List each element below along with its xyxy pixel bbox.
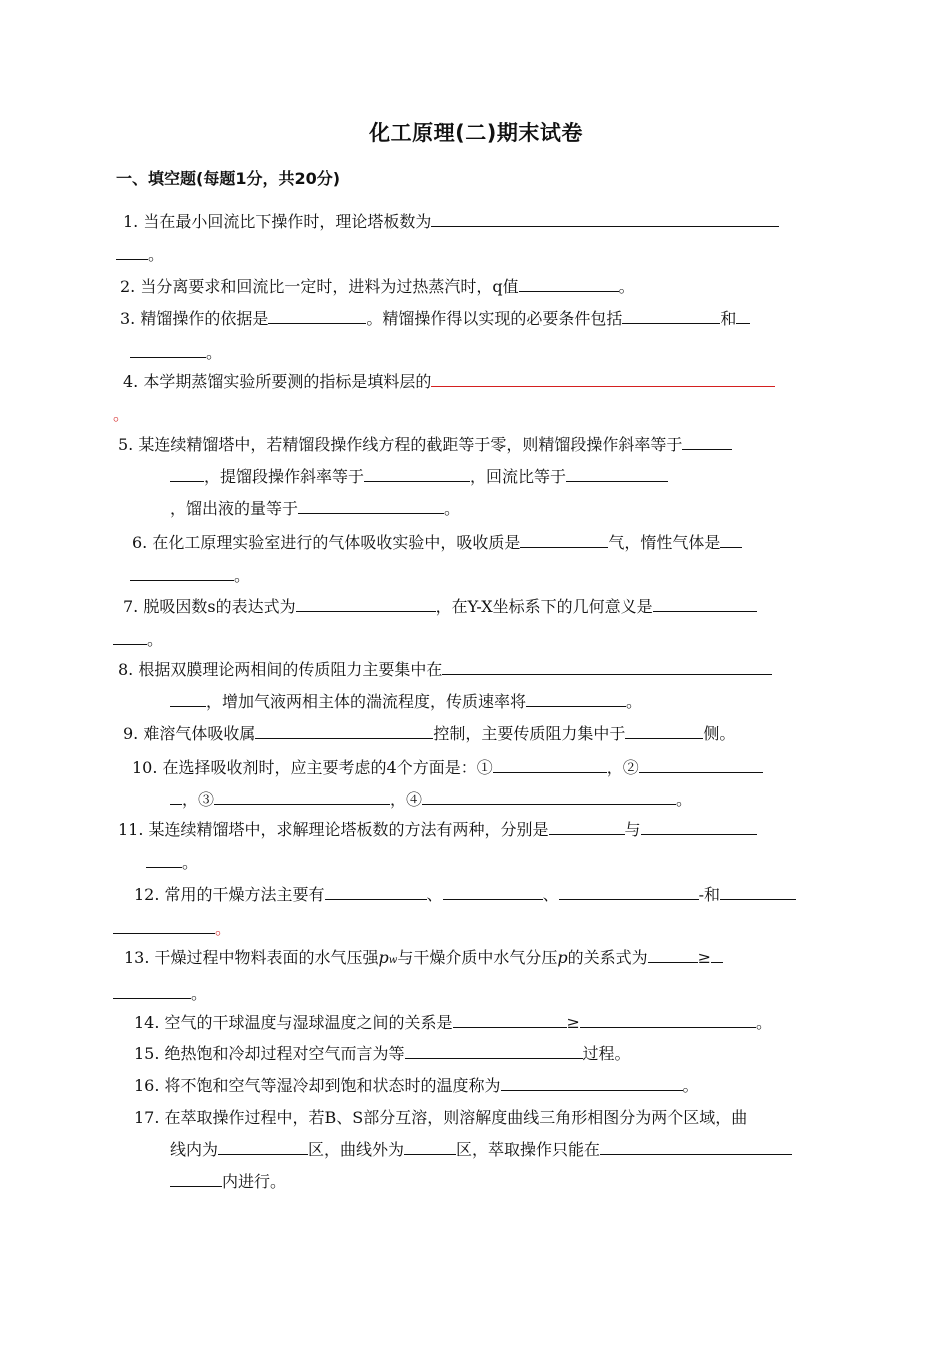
question-7: 7. 脱吸因数s的表达式为 ，在Y-X坐标系下的几何意义是 (123, 596, 757, 618)
answer-blank[interactable] (130, 566, 234, 581)
section-heading: 一、填空题(每题1分，共20分) (116, 169, 341, 188)
question-2: 2. 当分离要求和回流比一定时，进料为过热蒸汽时，q值 。 (120, 277, 635, 296)
answer-blank[interactable] (682, 435, 732, 450)
answer-blank[interactable] (146, 853, 182, 868)
answer-blank[interactable] (600, 1140, 792, 1155)
question-6: 6. 在化工原理实验室进行的气体吸收实验中，吸收质是 气，惰性气体是 (132, 532, 742, 554)
answer-blank[interactable] (720, 885, 796, 900)
question-4-cont: 。 (113, 405, 130, 424)
answer-blank[interactable] (519, 277, 619, 292)
answer-blank[interactable] (442, 660, 772, 675)
answer-blank[interactable] (453, 1013, 567, 1028)
answer-blank[interactable] (639, 758, 763, 773)
question-3-cont: 。 (130, 342, 222, 364)
answer-blank[interactable] (736, 309, 750, 324)
answer-blank[interactable] (720, 533, 742, 548)
question-17: 17. 在萃取操作过程中，若B、S部分互溶，则溶解度曲线三角形相图分为两个区域，曲 (134, 1108, 748, 1127)
question-5-cont: ，提馏段操作斜率等于 ，回流比等于 (170, 466, 668, 488)
answer-blank[interactable] (170, 467, 204, 482)
answer-blank[interactable] (130, 343, 206, 358)
answer-blank[interactable] (493, 758, 607, 773)
answer-blank[interactable] (641, 820, 757, 835)
answer-blank[interactable] (170, 790, 182, 805)
answer-blank[interactable] (622, 309, 720, 324)
question-8-cont: ，增加气液两相主体的湍流程度，传质速率将 。 (170, 691, 642, 713)
answer-blank[interactable] (501, 1076, 683, 1091)
answer-blank[interactable] (170, 692, 206, 707)
answer-blank[interactable] (255, 724, 433, 739)
answer-blank[interactable] (648, 948, 698, 963)
answer-blank[interactable] (298, 499, 444, 514)
question-17-cont2: 内进行。 (170, 1171, 286, 1193)
answer-blank[interactable] (422, 790, 676, 805)
question-14: 14. 空气的干球温度与湿球温度之间的关系是 ≥ 。 (134, 1013, 772, 1032)
answer-blank[interactable] (566, 467, 668, 482)
answer-blank[interactable] (443, 885, 543, 900)
question-10: 10. 在选择吸收剂时，应主要考虑的4个方面是：① ，② (132, 757, 763, 779)
page-title: 化工原理(二)期末试卷 (369, 121, 583, 145)
question-8: 8. 根据双膜理论两相间的传质阻力主要集中在 (118, 659, 772, 681)
answer-blank[interactable] (580, 1013, 756, 1028)
answer-blank[interactable] (218, 1140, 308, 1155)
answer-blank[interactable] (296, 597, 436, 612)
answer-blank[interactable] (520, 533, 608, 548)
question-9: 9. 难溶气体吸收属 控制，主要传质阻力集中于 侧。 (123, 724, 736, 743)
question-5-cont2: ，馏出液的量等于 。 (170, 499, 461, 518)
question-15: 15. 绝热饱和冷却过程对空气而言为等 过程。 (134, 1044, 631, 1063)
answer-blank[interactable] (431, 372, 775, 387)
answer-blank[interactable] (711, 948, 723, 963)
question-5: 5. 某连续精馏塔中，若精馏段操作线方程的截距等于零，则精馏段操作斜率等于 (118, 434, 732, 456)
answer-blank[interactable] (170, 1172, 222, 1187)
answer-blank[interactable] (116, 245, 148, 260)
answer-blank[interactable] (405, 1044, 583, 1059)
question-1: 1. 当在最小回流比下操作时，理论塔板数为 (123, 211, 779, 233)
answer-blank[interactable] (364, 467, 470, 482)
answer-blank[interactable] (526, 692, 626, 707)
answer-blank[interactable] (268, 309, 366, 324)
question-10-cont: ，③ ，④ 。 (170, 789, 692, 811)
answer-blank[interactable] (431, 212, 779, 227)
question-6-cont: 。 (130, 565, 250, 587)
question-17-cont: 线内为 区，曲线外为 区，萃取操作只能在 (170, 1139, 792, 1161)
question-13: 13. 干燥过程中物料表面的水气压强pw与干燥介质中水气分压p的关系式为 ≥ (124, 947, 723, 972)
answer-blank[interactable] (404, 1140, 456, 1155)
question-12: 12. 常用的干燥方法主要有 、 、 -和 (134, 884, 796, 906)
question-7-cont: 。 (113, 629, 163, 651)
question-3: 3. 精馏操作的依据是 。精馏操作得以实现的必要条件包括 和 (120, 308, 750, 330)
answer-blank[interactable] (113, 630, 147, 645)
answer-blank[interactable] (653, 597, 757, 612)
question-11-cont: 。 (146, 852, 198, 874)
question-1-cont: 。 (116, 244, 164, 266)
answer-blank[interactable] (113, 919, 215, 934)
answer-blank[interactable] (325, 885, 427, 900)
answer-blank[interactable] (113, 984, 191, 999)
question-4: 4. 本学期蒸馏实验所要测的指标是填料层的 (123, 371, 775, 393)
answer-blank[interactable] (559, 885, 699, 900)
answer-blank[interactable] (214, 790, 390, 805)
question-12-cont: 。 (113, 918, 231, 940)
question-16: 16. 将不饱和空气等湿冷却到饱和状态时的温度称为 。 (134, 1076, 699, 1095)
question-13-cont: 。 (113, 983, 207, 1005)
answer-blank[interactable] (625, 724, 703, 739)
question-11: 11. 某连续精馏塔中，求解理论塔板数的方法有两种，分别是 与 (118, 819, 757, 841)
answer-blank[interactable] (549, 820, 625, 835)
